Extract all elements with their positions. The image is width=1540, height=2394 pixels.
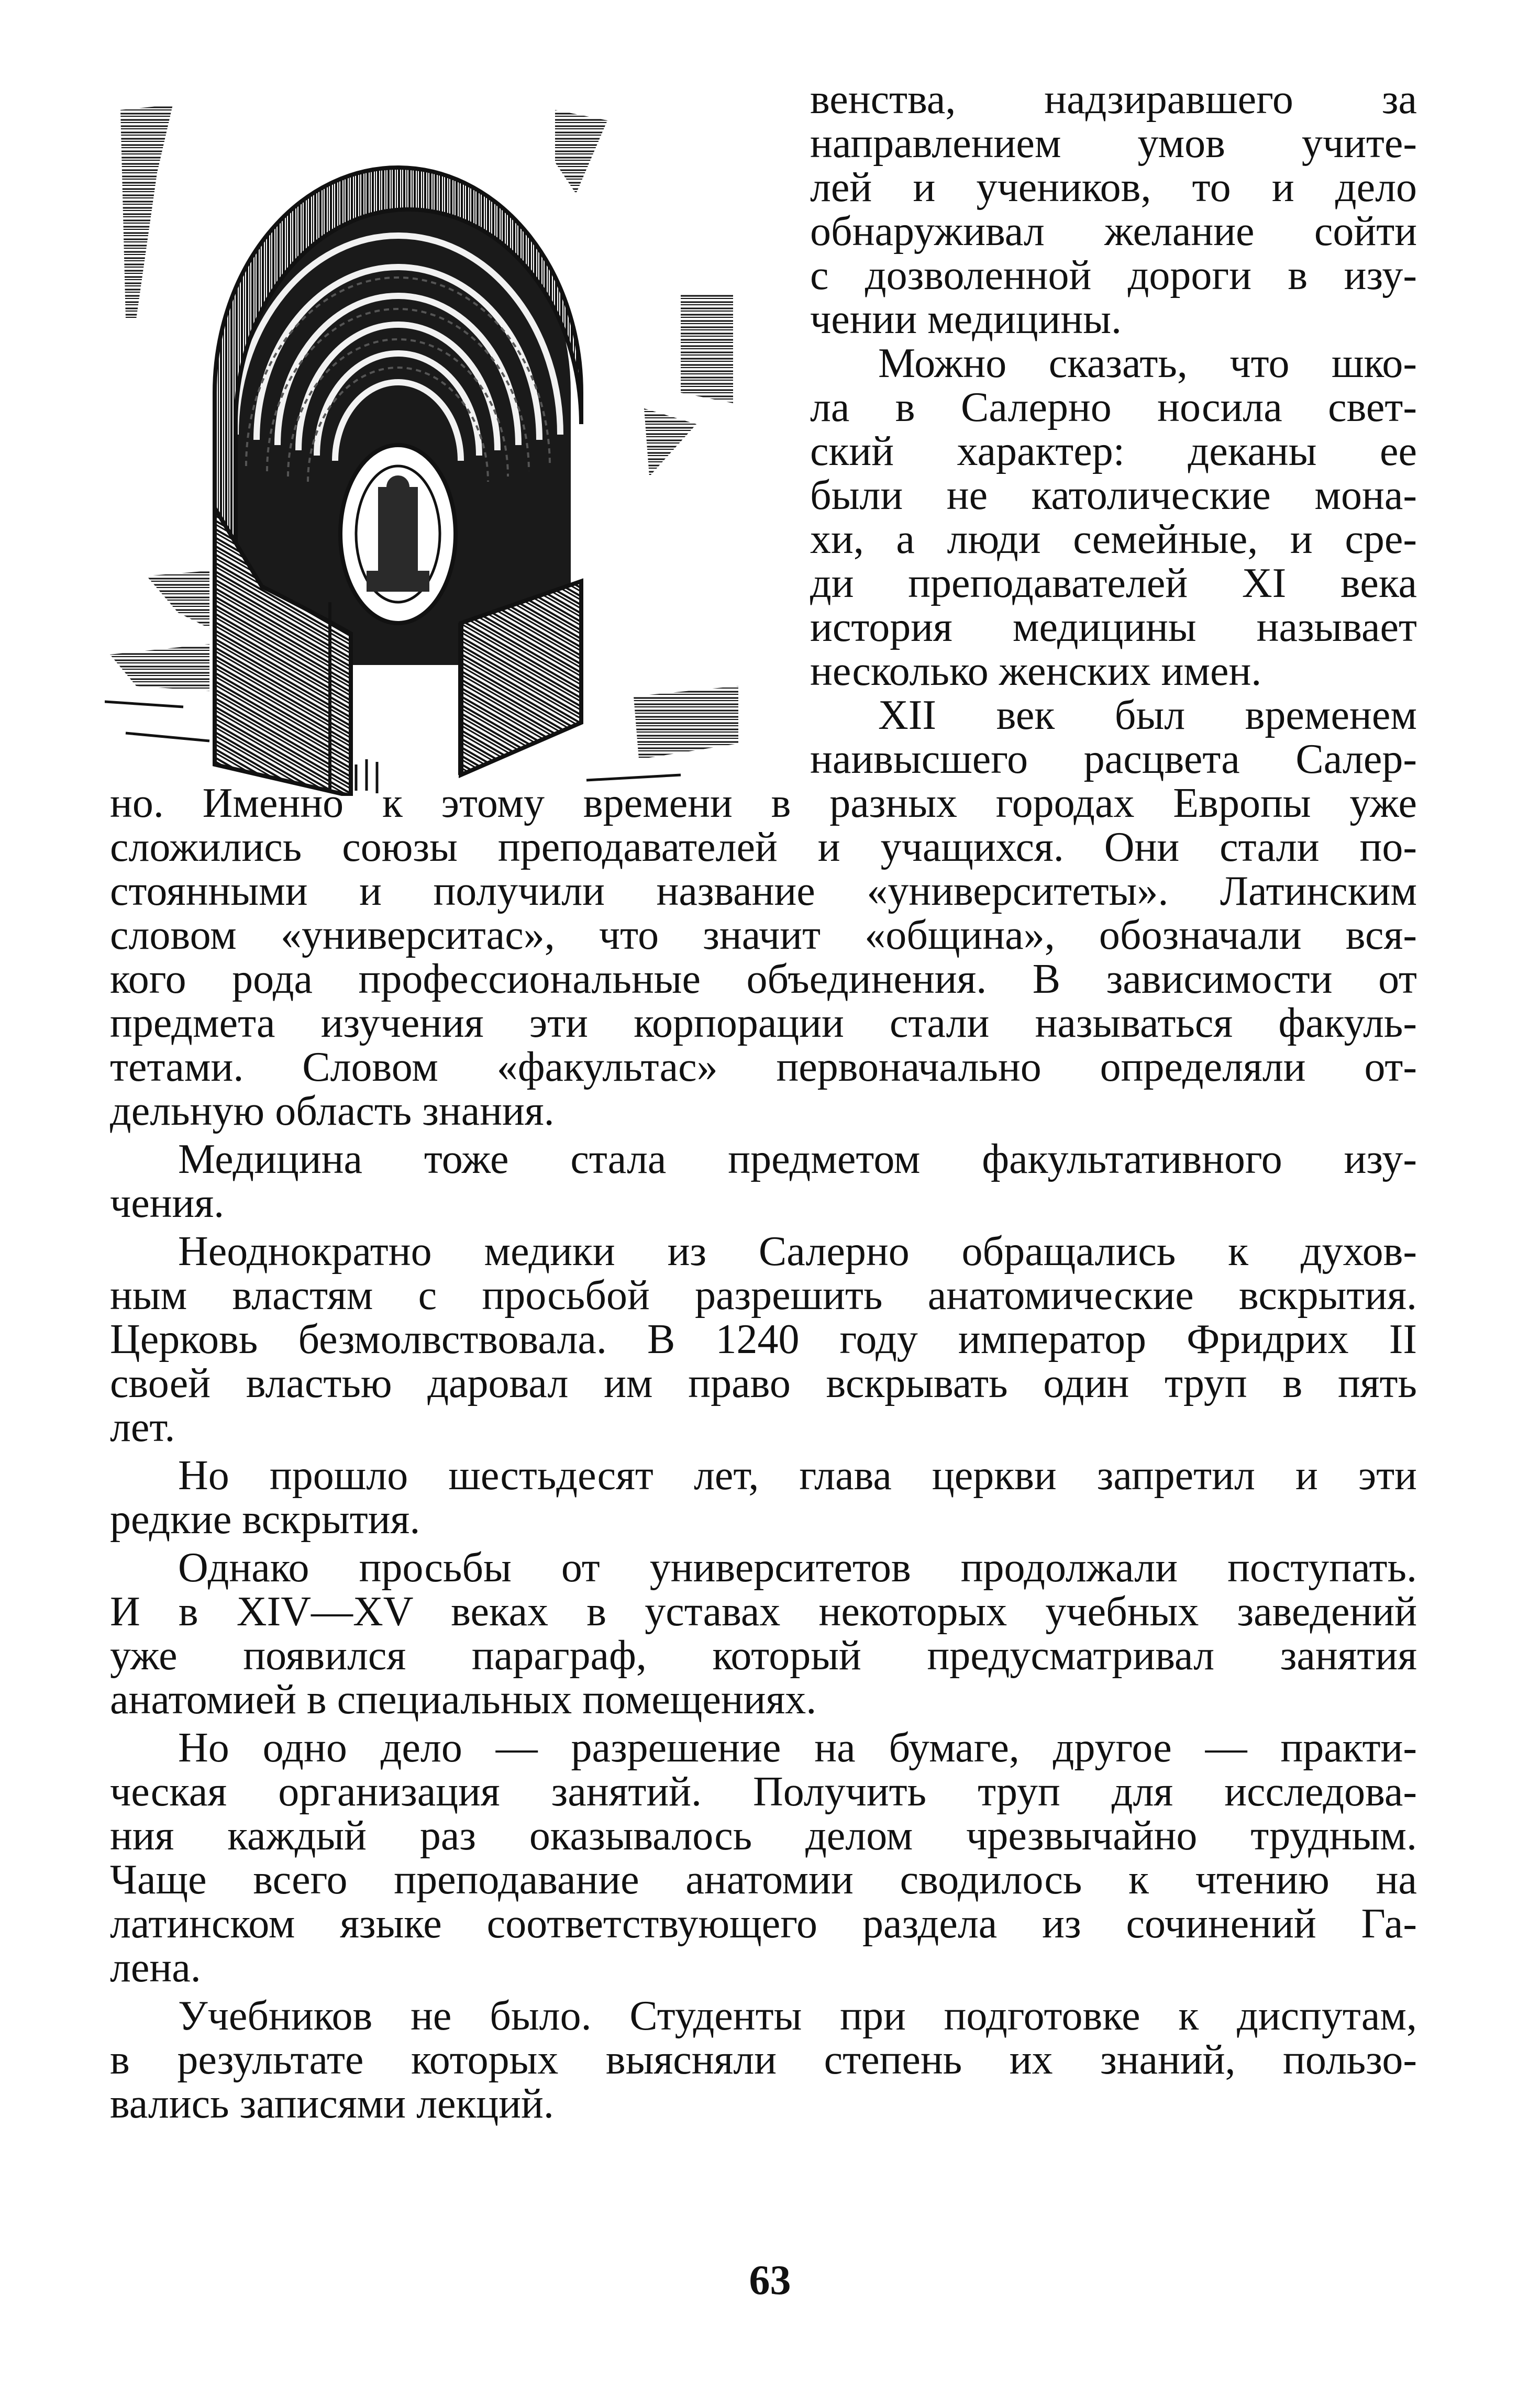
text-line: вались записями лекций.	[110, 2081, 554, 2127]
text-line: хи, а люди семейные, и сре-	[810, 516, 1417, 562]
text-line: XII век был временем	[878, 692, 1417, 738]
text-line: Но прошло шестьдесят лет, глава церкви запретил и эти	[178, 1453, 1417, 1499]
text-line: история медицины называет	[810, 604, 1417, 650]
text-line: наивысшего расцвета Салер-	[810, 736, 1417, 782]
text-line: лет.	[110, 1404, 175, 1450]
text-line: Учебников не было. Студенты при подготовке к диспутам,	[178, 1993, 1417, 2039]
text-line: ческая организация занятий. Получить труп для исследова-	[110, 1769, 1417, 1815]
text-line: латинском языке соответствующего раздела из сочинений Га-	[110, 1901, 1417, 1947]
page-number: 63	[749, 2257, 791, 2303]
text-line: в результате которых выясняли степень их знаний, пользо-	[110, 2037, 1417, 2083]
text-line: ным властям с просьбой разрешить анатомические вскрытия.	[110, 1272, 1417, 1318]
text-line: Медицина тоже стала предметом факультативного изу-	[178, 1136, 1417, 1182]
text-line: лей и учеников, то и дело	[810, 164, 1417, 210]
text-line: Чаще всего преподавание анатомии сводилось к чтению на	[110, 1857, 1417, 1903]
text-line: с дозволенной дороги в изу-	[810, 252, 1417, 298]
text-line: анатомией в специальных помещениях.	[110, 1677, 817, 1723]
text-line: сложились союзы преподавателей и учащихся. Они стали по-	[110, 824, 1417, 870]
text-line: лена.	[110, 1945, 201, 1991]
text-line: чения.	[110, 1180, 225, 1226]
text-line: ла в Салерно носила свет-	[810, 384, 1417, 430]
text-line: кого рода профессиональные объединения. В зависимости от	[110, 956, 1417, 1002]
text-line: тетами. Словом «факультас» первоначально определяли от-	[110, 1044, 1417, 1090]
text-line: направлением умов учите-	[810, 120, 1417, 167]
text-line: Неоднократно медики из Салерно обращались к духов-	[178, 1228, 1417, 1274]
text-line: уже появился параграф, который предусматривал занятия	[110, 1633, 1417, 1679]
text-line: ский характер: деканы ее	[810, 428, 1417, 474]
text-line: венства, надзиравшего за	[810, 76, 1417, 123]
text-line: словом «университас», что значит «община», обозначали вся-	[110, 912, 1417, 958]
text-line: И в XIV—XV веках в уставах некоторых учебных заведений	[110, 1589, 1417, 1635]
text-line: были не католические мона-	[810, 472, 1417, 518]
anatomical-theater-engraving-icon	[105, 99, 738, 796]
text-line: Церковь безмолвствовала. В 1240 году император Фридрих II	[110, 1316, 1417, 1362]
text-line: своей властью даровал им право вскрывать один труп в пять	[110, 1360, 1417, 1406]
text-line: редкие вскрытия.	[110, 1497, 420, 1543]
text-line: Однако просьбы от университетов продолжали поступать.	[178, 1545, 1417, 1591]
text-line: ди преподавателей XI века	[810, 560, 1417, 606]
text-line: но. Именно к этому времени в разных городах Европы уже	[110, 780, 1417, 826]
text-line: стоянными и получили название «университеты». Латинским	[110, 868, 1417, 914]
text-line: ния каждый раз оказывалось делом чрезвычайно трудным.	[110, 1813, 1417, 1859]
text-line: дельную область знания.	[110, 1088, 555, 1134]
text-line: чении медицины.	[810, 296, 1122, 342]
text-line: Но одно дело — разрешение на бумаге, другое — практи-	[178, 1725, 1417, 1771]
text-line: обнаруживал желание сойти	[810, 208, 1417, 254]
text-line: Можно сказать, что шко-	[878, 340, 1417, 386]
text-line: несколько женских имен.	[810, 648, 1262, 694]
text-line: предмета изучения эти корпорации стали называться факуль-	[110, 1000, 1417, 1046]
